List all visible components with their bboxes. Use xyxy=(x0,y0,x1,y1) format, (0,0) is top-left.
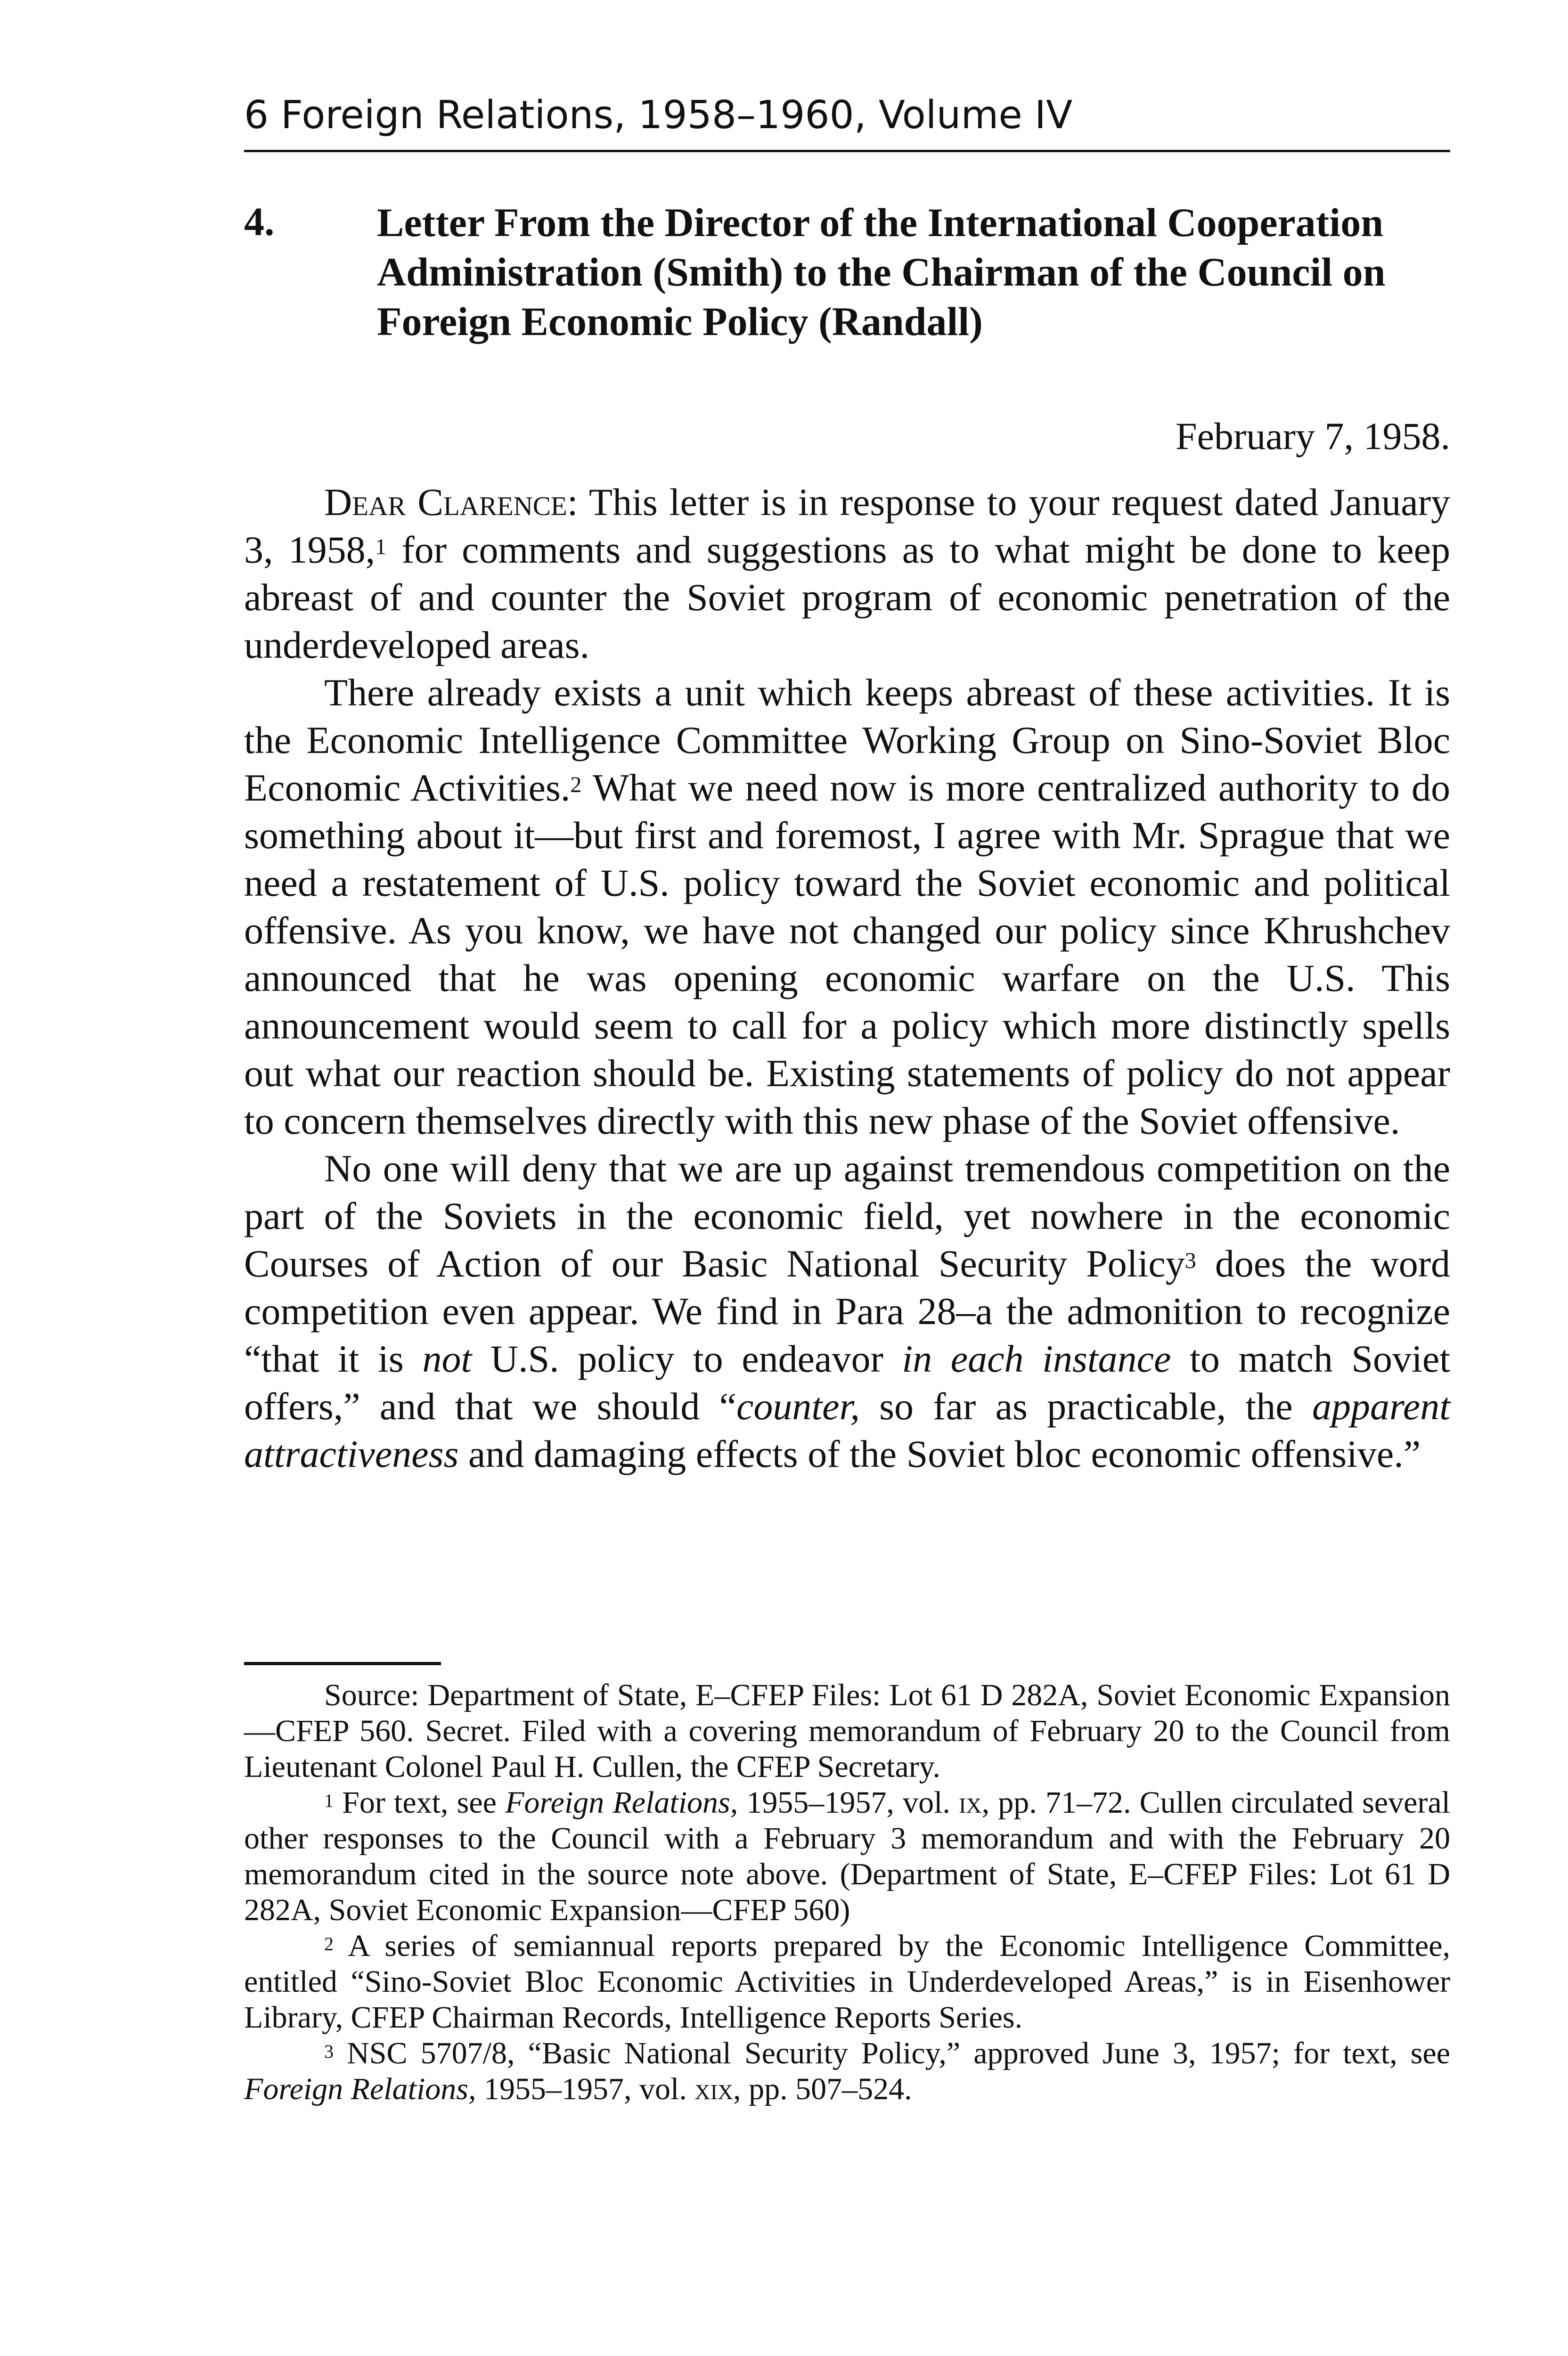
body-text-span: There already exists a unit which keeps abreast of these activities. It is the Economic Intelligence Committee Working Group on Sino-Soviet Bloc Economic Activities. xyxy=(244,671,1450,809)
salutation: Dear Clarence: xyxy=(324,481,578,524)
footnote-marker: 1 xyxy=(324,1790,334,1811)
document-title: Letter From the Director of the International Cooperation Administration (Smith) to the Chairman of the Council on Foreign Economic Policy (Randall) xyxy=(377,200,1386,344)
body-text-span: so far as practicable, the xyxy=(859,1385,1312,1428)
body-paragraph-2 xyxy=(244,669,1450,1145)
footnote-reference-2: 2 xyxy=(570,772,582,797)
footnote-text: , pp. 71–72. Cullen circulated several other responses to the Council with a February 3 memorandum and with the February 20 memorandum cited in the source note above. (Department of State, E–CFEP Files: Lot 61 D 282A, Soviet Economic Expansion—CFEP 560) xyxy=(244,1785,1450,1927)
body-paragraph-1 xyxy=(244,478,1450,669)
volume-number: xix xyxy=(694,2072,734,2106)
footnotes xyxy=(244,1677,1450,2107)
body-text-span: does the word competition even appear. We find in Para 28–a the admonition to recognize “that it is xyxy=(244,1242,1451,1380)
footnote-text: A series of semiannual reports prepared by the Economic Intelligence Committee, entitled “Sino-Soviet Bloc Economic Activities in Underdeveloped Areas,” is in Eisenhower Library, CFEP Chairman Records, Intelligence Reports Series. xyxy=(244,1929,1450,2035)
body-text-span: What we need now is more centralized authority to do something about it—but first and foremost, I agree with Mr. Sprague that we need a restatement of U.S. policy toward the Soviet economic and political offensive. As you know, we have not changed our policy since Khrushchev announced that he was opening economic warfare on the U.S. This announcement would seem to call for a policy which more distinctly spells out what our reaction should be. Existing statements of policy do not appear to concern themselves directly with this new phase of the Soviet offensive. xyxy=(244,766,1450,1142)
footnote-2 xyxy=(244,1928,1450,2036)
document-date: February 7, 1958. xyxy=(1175,415,1450,458)
page-number: 6 xyxy=(244,93,269,138)
body-text-span: and damaging effects of the Soviet bloc economic offensive.” xyxy=(458,1432,1421,1475)
body-text-span: for comments and suggestions as to what might be done to keep abreast of and counter the Soviet program of economic penetration of the underdeveloped areas. xyxy=(244,528,1451,666)
footnote-text: 1955–1957, vol. xyxy=(476,2072,695,2106)
emphasis: not xyxy=(422,1337,472,1380)
running-header xyxy=(244,90,1450,141)
footnote-text: For text, see xyxy=(334,1785,506,1820)
body-text-span: to match Soviet offers,” and that we should “ xyxy=(244,1337,1450,1428)
footnote-marker: 2 xyxy=(324,1933,334,1955)
emphasis: counter, xyxy=(736,1385,860,1428)
footnote-reference-1: 1 xyxy=(375,534,387,559)
footnote-marker: 3 xyxy=(324,2041,334,2062)
body-paragraph-3 xyxy=(244,1145,1450,1478)
volume-number: ix xyxy=(959,1785,982,1820)
document-number: 4. xyxy=(244,199,275,244)
footnote-text: NSC 5707/8, “Basic National Security Policy,” approved June 3, 1957; for text, see xyxy=(334,2036,1450,2070)
citation-title: Foreign Relations, xyxy=(244,2072,476,2106)
letter-body xyxy=(244,478,1450,1478)
emphasis: in each instance xyxy=(902,1337,1171,1380)
citation-title: Foreign Relations, xyxy=(505,1785,738,1820)
header-rule xyxy=(244,150,1450,152)
body-text-span: This letter is in response to your request dated January 3, 1958, xyxy=(244,481,1450,571)
source-note: Source: Department of State, E–CFEP Files: Lot 61 D 282A, Soviet Economic Expansion—CFEP 560. Secret. Filed with a covering memorandum of February 20 to the Council from Lieutenant Colonel Paul H. Cullen, the CFEP Secretary. xyxy=(244,1678,1450,1784)
footnote-text: 1955–1957, vol. xyxy=(738,1785,959,1820)
emphasis: apparent attractiveness xyxy=(244,1385,1450,1475)
footnote-3 xyxy=(244,2036,1450,2107)
footnote-1 xyxy=(244,1785,1450,1928)
footnote-reference-3: 3 xyxy=(1184,1248,1196,1273)
footnote-text: , pp. 507–524. xyxy=(733,2072,912,2106)
body-text-span: No one will deny that we are up against tremendous competition on the part of the Soviets in the economic field, yet nowhere in the economic Courses of Action of our Basic National Security Policy xyxy=(244,1147,1450,1285)
footnote-rule xyxy=(244,1662,441,1665)
body-text-span: U.S. policy to endeavor xyxy=(472,1337,902,1380)
running-title: Foreign Relations, 1958–1960, Volume IV xyxy=(281,93,1073,138)
